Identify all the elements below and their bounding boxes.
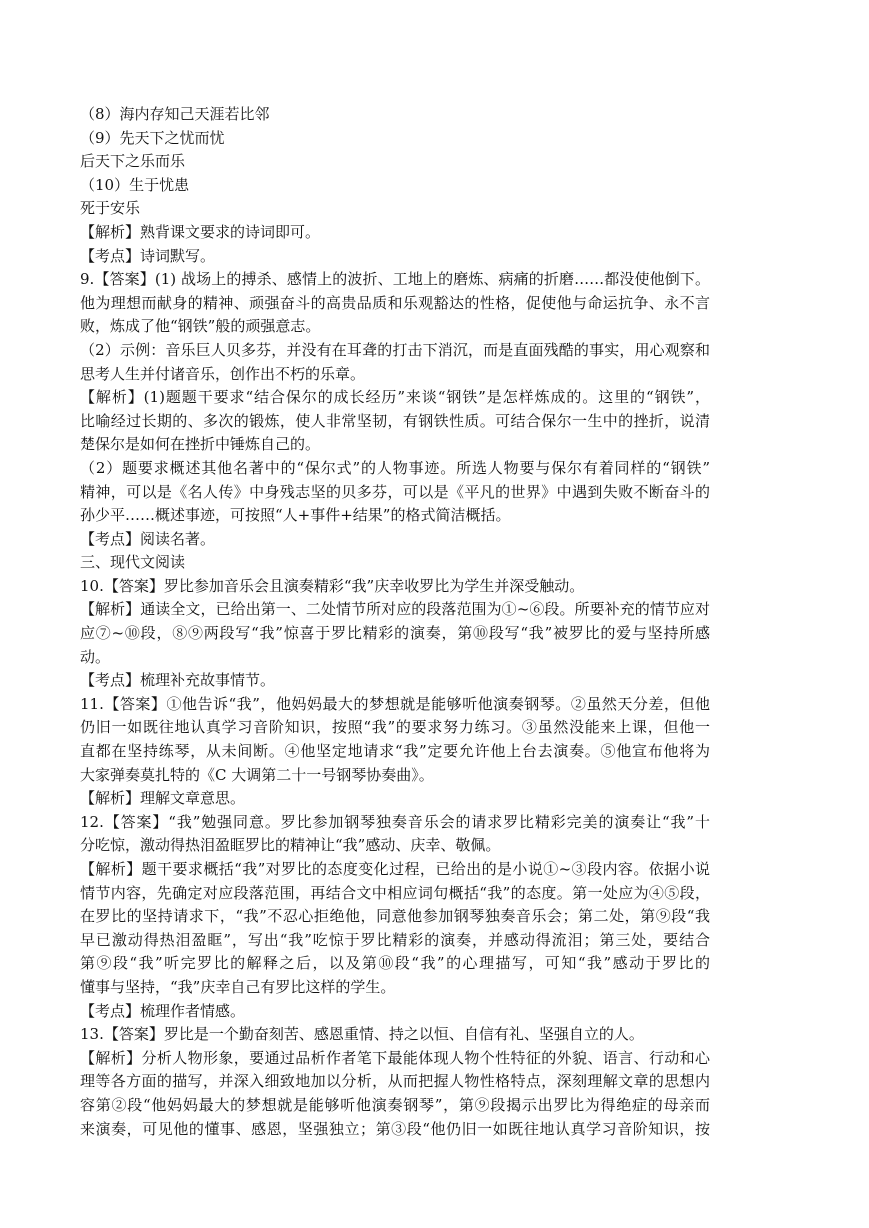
text-line: 动。	[80, 647, 111, 666]
text-line: 【解析】分析人物形象，要通过品析作者笔下最能体现人物个性特征的外貌、语言、行动和心	[80, 1048, 710, 1067]
text-line: （2）题要求概述其他名著中的“保尔式”的人物事迹。所选人物要与保尔有着同样的“钢铁”	[80, 458, 710, 477]
text-line: 大家弹奏莫扎特的《C 大调第二十一号钢琴协奏曲》。	[80, 765, 434, 784]
text-line: 12.【答案】“我”勉强同意。罗比参加钢琴独奏音乐会的请求罗比精彩完美的演奏让“我”十	[80, 812, 710, 831]
text-line: 10.【答案】罗比参加音乐会且演奏精彩“我”庆幸收罗比为学生并深受触动。	[80, 576, 585, 595]
text-line: 后天下之乐而乐	[80, 152, 186, 171]
text-line: 13.【答案】罗比是一个勤奋刻苦、感恩重情、持之以恒、自信有礼、坚强自立的人。	[80, 1025, 644, 1044]
text-line: 第⑨段“我”听完罗比的解释之后，以及第⑩段“我”的心理描写，可知“我”感动于罗比的	[80, 954, 710, 973]
text-line: 【解析】通读全文，已给出第一、二处情节所对应的段落范围为①~⑥段。所要补充的情节应对	[80, 600, 710, 619]
text-line: 分吃惊，激动得热泪盈眶罗比的精神让“我”感动、庆幸、敬佩。	[80, 836, 501, 855]
text-line: 情节内容，先确定对应段落范围，再结合文中相应词句概括“我”的态度。第一处应为④⑤段，	[80, 883, 710, 902]
text-line: 他为理想而献身的精神、顽强奋斗的高贵品质和乐观豁达的性格，促使他与命运抗争、永不言	[80, 293, 710, 312]
text-line: 11.【答案】①他告诉“我”，他妈妈最大的梦想就是能够听他演奏钢琴。②虽然天分差，但他	[80, 694, 710, 713]
text-line: 仍旧一如既往地认真学习音阶知识，按照“我”的要求努力练习。③虽然没能来上课，但他一	[80, 718, 710, 737]
text-line: 容第②段“他妈妈最大的梦想就是能够听他演奏钢琴”，第⑨段揭示出罗比为得绝症的母亲而	[80, 1095, 710, 1114]
text-line: 思考人生并付诸音乐，创作出不朽的乐章。	[80, 364, 366, 383]
text-line: 来演奏，可见他的懂事、感恩，坚强独立；第③段“他仍旧一如既往地认真学习音阶知识，按	[80, 1119, 710, 1138]
section-heading: 三、现代文阅读	[80, 553, 186, 572]
text-line: （10）生于忧患	[80, 175, 190, 194]
text-line: 早已激动得热泪盈眶”，写出“我”吃惊于罗比精彩的演奏，并感动得流泪；第三处，要结合	[80, 930, 710, 949]
text-line: 懂事与坚持，“我”庆幸自己有罗比这样的学生。	[80, 977, 396, 996]
text-line: 理等各方面的描写，并深入细致地加以分析，从而把握人物性格特点，深刻理解文章的思想内	[80, 1072, 710, 1091]
text-line: 应⑦~⑩段，⑧⑨两段写“我”惊喜于罗比精彩的演奏，第⑩段写“我”被罗比的爱与坚持所感	[80, 624, 710, 643]
text-line: 9.【答案】(1) 战场上的搏杀、感情上的波折、工地上的磨炼、病痛的折磨……都没使他倒下。	[80, 270, 710, 289]
text-line: （2）示例：音乐巨人贝多芬，并没有在耳聋的打击下消沉，而是直面残酷的事实，用心观察和	[80, 340, 710, 359]
text-line: 比喻经过长期的、多次的锻炼，使人非常坚韧，有钢铁性质。可结合保尔一生中的挫折，说清	[80, 411, 710, 430]
text-line: 【解析】题干要求概括“我”对罗比的态度变化过程，已给出的是小说①~③段内容。依据小说	[80, 860, 710, 878]
text-line: 孙少平……概述事迹，可按照“人+事件+结果”的格式简洁概括。	[80, 506, 511, 525]
text-line: 【解析】(1)题题干要求“结合保尔的成长经历”来谈“钢铁”是怎样炼成的。这里的“钢铁”，	[80, 388, 710, 407]
text-line: 【考点】阅读名著。	[80, 529, 216, 548]
text-line: 【考点】梳理作者情感。	[80, 1001, 246, 1020]
text-line: （8）海内存知己天涯若比邻	[80, 105, 270, 123]
text-line: 【解析】熟背课文要求的诗词即可。	[80, 222, 321, 241]
text-line: 【考点】梳理补充故事情节。	[80, 671, 276, 690]
text-line: 精神，可以是《名人传》中身残志坚的贝多芬，可以是《平凡的世界》中遇到失败不断奋斗的	[80, 482, 710, 501]
text-line: 在罗比的坚持请求下，“我”不忍心拒绝他，同意他参加钢琴独奏音乐会；第二处，第⑨段“我	[80, 907, 710, 926]
text-line: （9）先天下之忧而忧	[80, 128, 225, 147]
text-line: 败，炼成了他“钢铁”般的顽强意志。	[80, 317, 321, 336]
answer-document	[80, 103, 710, 1141]
text-line: 死于安乐	[80, 199, 141, 218]
text-line: 【解析】理解文章意思。	[80, 789, 246, 808]
text-line: 【考点】诗词默写。	[80, 246, 216, 265]
text-line: 直都在坚持练琴，从未间断。④他坚定地请求“我”定要允许他上台去演奏。⑤他宣布他将为	[80, 742, 710, 761]
text-line: 楚保尔是如何在挫折中锤炼自己的。	[80, 435, 321, 454]
